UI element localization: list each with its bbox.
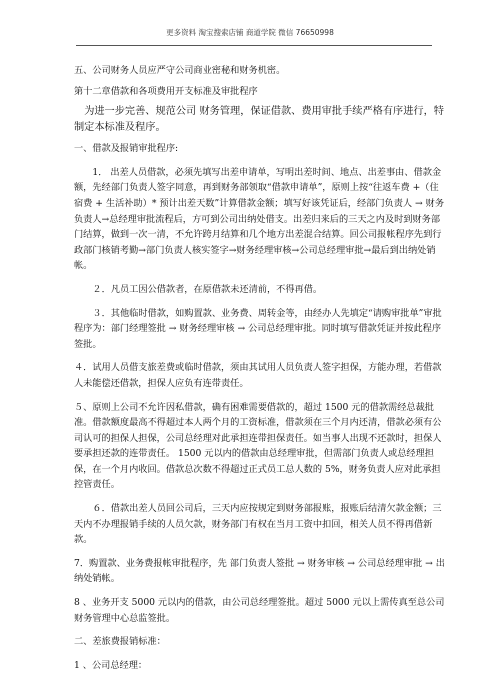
item-general-manager: 1 、公司总经理： [74, 659, 148, 671]
intro-paragraph: 为进一步完善、规范公司 财务管理，保证借款、费用审批手续严格有序进行，特制定本标准及程序。 [74, 106, 444, 134]
rule-4-probation-loan: ４．试用人员借支旅差费或临时借款，须由其试用人员负责人签字担保，方能办理，若借款人未能偿还借款，担保人应负有连带责任。 [74, 362, 442, 389]
header-divider [76, 45, 432, 46]
rule-1-travel-loan: 1． 出差人员借款，必须先填写出差申请单，写明出差时间、地点、出差事由、借款金额，先经部门负责人签字同意，再到财务部领取“借款申请单”，原则上按“往返车费 +（住宿费 + 生活补助）* 预计出差天数”计算借款金额；填写好该凭证后，经部门负责人 → 财务负责人→总经理审批流程后，方可到公司出纳处借支。出差归来后的三天之内及时到财务部门结算，做到一次一清，不允许跨月结算和几个地方出差混合结算。回公司报帐程序先到行政部门核销考勤→部门负责人核实签字→财务经理审核→公司总经理审批→最后到出纳处销帐。 [74, 166, 445, 272]
rule-6-reimbursement: ６．借款出差人员回公司后，三天内应按规定到财务部报账，报账后结清欠款金额；三天内不办理报销手续的人员欠款，财务部门有权在当月工资中扣回，相关人员不得再借新款。 [74, 503, 442, 546]
rule-8-business-expense: 8 、业务开支 5000 元以内的借款，由公司总经理签批。超过 5000 元以上需传真至总公司财务管理中心总监签批。 [74, 597, 445, 624]
rule-2-no-repeat-loan: ２．凡员工因公借款者，在原借款未还清前，不得再借。 [92, 283, 323, 295]
section-heading-travel: 二、差旅费报销标准： [74, 636, 166, 648]
paragraph-confidentiality: 五、公司财务人员应严守公司商业密秘和财务机密。 [74, 65, 286, 76]
page-header: 更多资料 淘宝搜索店铺 商道学院 微信 76650998 [166, 28, 334, 37]
rule-5-private-loan: ５、原则上公司不允许因私借款，确有困难需要借款的，超过 1500 元的借款需经总裁批准。借款额度最高不得超过本人两个月的工资标准，借款须在三个月内还清，借款必须有公司认可的担保人担保，公司总经理对此承担连带担保责任。如当事人出现不还款时，担保人要承担还款的连带责任。 1500 元以内的借款由总经理审批，但需部门负责人或总经理担保，在一个月内收回。借款总次数不得超过正式员工总人数的 5%，财务负责人应对此承担控管责任。 [74, 401, 442, 491]
section-heading-loan: 一、借款及报销审批程序: [74, 143, 179, 155]
document-body [74, 63, 446, 673]
rule-3-temporary-loan: ３．其他临时借款，如购置款、业务费、周转金等，由经办人先填定“请购审批单”审批程序为：部门经理签批 → 财务经理审核 → 公司总经理审批。同时填写借款凭证并按此程序签批。 [74, 307, 442, 350]
chapter-title: 第十二章借款和各项费用开支标准及审批程序 [74, 85, 258, 97]
rule-7-purchase-approval: 7．购置款、业务费报帐审批程序，先 部门负责人签批 → 财务审核 → 公司总经理审批 → 出纳处销帐。 [74, 557, 445, 585]
